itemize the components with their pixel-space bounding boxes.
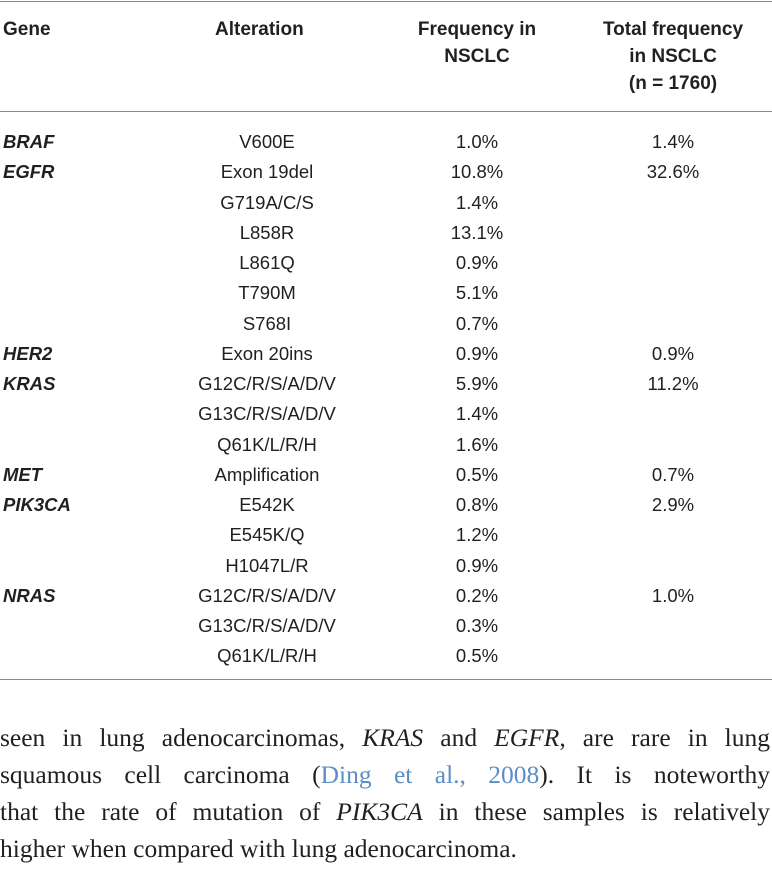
header-alteration [215, 16, 304, 43]
header-frequency-line: Frequency in [417, 19, 537, 40]
text-run: that the rate of mutation of [0, 797, 337, 826]
total-frequency-cell: 0.9% [651, 342, 695, 364]
frequency-cell: 0.8% [455, 494, 499, 515]
alteration-cell: E545K/Q [229, 524, 305, 546]
gene-cell: NRAS [3, 584, 56, 606]
table-row [0, 127, 772, 157]
paragraph-line [0, 793, 770, 830]
header-total-frequency [592, 16, 754, 97]
gene-cell: BRAF [3, 131, 55, 152]
table-row [0, 460, 772, 490]
body-paragraph [0, 719, 770, 867]
alteration-cell: G719A/C/S [220, 191, 314, 213]
table-body [0, 127, 772, 672]
header-frequency [396, 16, 558, 70]
table-row [0, 369, 772, 399]
text-run: in these samples is relatively [422, 797, 770, 826]
total-frequency-cell: 2.9% [651, 494, 695, 515]
alteration-cell: G13C/R/S/A/D/V [198, 403, 336, 425]
table-top-rule [0, 1, 772, 2]
frequency-cell: 1.6% [455, 433, 499, 455]
header-total-line: Total frequency [602, 19, 744, 40]
header-total-line: in NSCLC [629, 46, 717, 67]
frequency-cell: 0.3% [455, 615, 499, 636]
gene-cell: PIK3CA [3, 494, 71, 515]
header-frequency-line: NSCLC [444, 46, 510, 67]
paragraph-line [0, 719, 770, 756]
header-gene [3, 16, 51, 43]
alteration-cell: Exon 19del [220, 161, 314, 183]
gene-cell: EGFR [3, 161, 55, 183]
gene-cell: MET [3, 463, 43, 485]
gene-cell: KRAS [3, 373, 56, 394]
citation-link[interactable]: Ding et al., 2008 [320, 760, 540, 789]
table-row [0, 339, 772, 369]
frequency-cell: 1.2% [455, 524, 499, 546]
table-row [0, 641, 772, 671]
text-run: and [423, 723, 495, 752]
header-total-line: (n = 1760) [628, 73, 718, 94]
alteration-cell: H1047L/R [225, 554, 309, 576]
header-gene-text: Gene [3, 19, 51, 40]
total-frequency-cell: 32.6% [646, 161, 700, 183]
table-row [0, 490, 772, 520]
paragraph-line [0, 830, 770, 867]
table-row [0, 188, 772, 218]
table-row [0, 520, 772, 550]
frequency-cell: 0.9% [455, 554, 499, 576]
gene-kras: KRAS [362, 723, 424, 752]
text-run: ). It is noteworthy [539, 760, 770, 789]
alteration-cell: Amplification [214, 463, 320, 485]
alteration-cell: Exon 20ins [221, 342, 313, 364]
table-row [0, 551, 772, 581]
text-run: , are rare in lung [559, 723, 770, 752]
frequency-cell: 0.9% [455, 252, 499, 273]
header-alteration-text: Alteration [215, 19, 304, 40]
gene-cell: HER2 [3, 342, 53, 364]
alteration-cell: V600E [239, 131, 295, 152]
frequency-cell: 5.1% [455, 282, 499, 304]
frequency-cell: 0.5% [455, 463, 499, 485]
table-header-rule [0, 111, 772, 112]
total-frequency-cell: 0.7% [651, 463, 695, 485]
table-row [0, 218, 772, 248]
frequency-cell: 1.0% [455, 131, 499, 152]
gene-egfr: EGFR [494, 723, 560, 752]
table-row [0, 309, 772, 339]
frequency-cell: 10.8% [450, 161, 504, 183]
alteration-cell: E542K [239, 494, 295, 515]
alteration-cell: S768I [242, 312, 292, 334]
frequency-cell: 0.9% [455, 342, 499, 364]
alteration-cell: G12C/R/S/A/D/V [198, 584, 336, 606]
alteration-cell: G13C/R/S/A/D/V [198, 615, 336, 636]
total-frequency-cell: 1.0% [651, 584, 695, 606]
table-bottom-rule [0, 679, 772, 680]
alteration-cell: L861Q [239, 252, 295, 273]
table-row [0, 399, 772, 429]
table-row [0, 157, 772, 187]
text-run: higher when compared with lung adenocarcinoma. [0, 834, 517, 863]
frequency-cell: 5.9% [455, 373, 499, 394]
total-frequency-cell: 1.4% [651, 131, 695, 152]
alteration-cell: G12C/R/S/A/D/V [198, 373, 336, 394]
frequency-cell: 0.7% [455, 312, 499, 334]
alteration-cell: L858R [239, 221, 295, 243]
alteration-cell: T790M [238, 282, 296, 304]
table-row [0, 248, 772, 278]
frequency-cell: 0.5% [455, 645, 499, 667]
table-row [0, 581, 772, 611]
text-run: squamous cell carcinoma ( [0, 760, 321, 789]
paragraph-line [0, 756, 770, 793]
frequency-cell: 0.2% [455, 584, 499, 606]
frequency-cell: 13.1% [450, 221, 504, 243]
table-row [0, 430, 772, 460]
table-row [0, 278, 772, 308]
table-row [0, 611, 772, 641]
frequency-cell: 1.4% [455, 403, 499, 425]
text-run: seen in lung adenocarcinomas, [0, 723, 363, 752]
frequency-cell: 1.4% [455, 191, 499, 213]
alteration-cell: Q61K/L/R/H [217, 433, 317, 455]
alteration-cell: Q61K/L/R/H [217, 645, 317, 667]
total-frequency-cell: 11.2% [647, 373, 699, 394]
gene-pik3ca: PIK3CA [336, 797, 423, 826]
